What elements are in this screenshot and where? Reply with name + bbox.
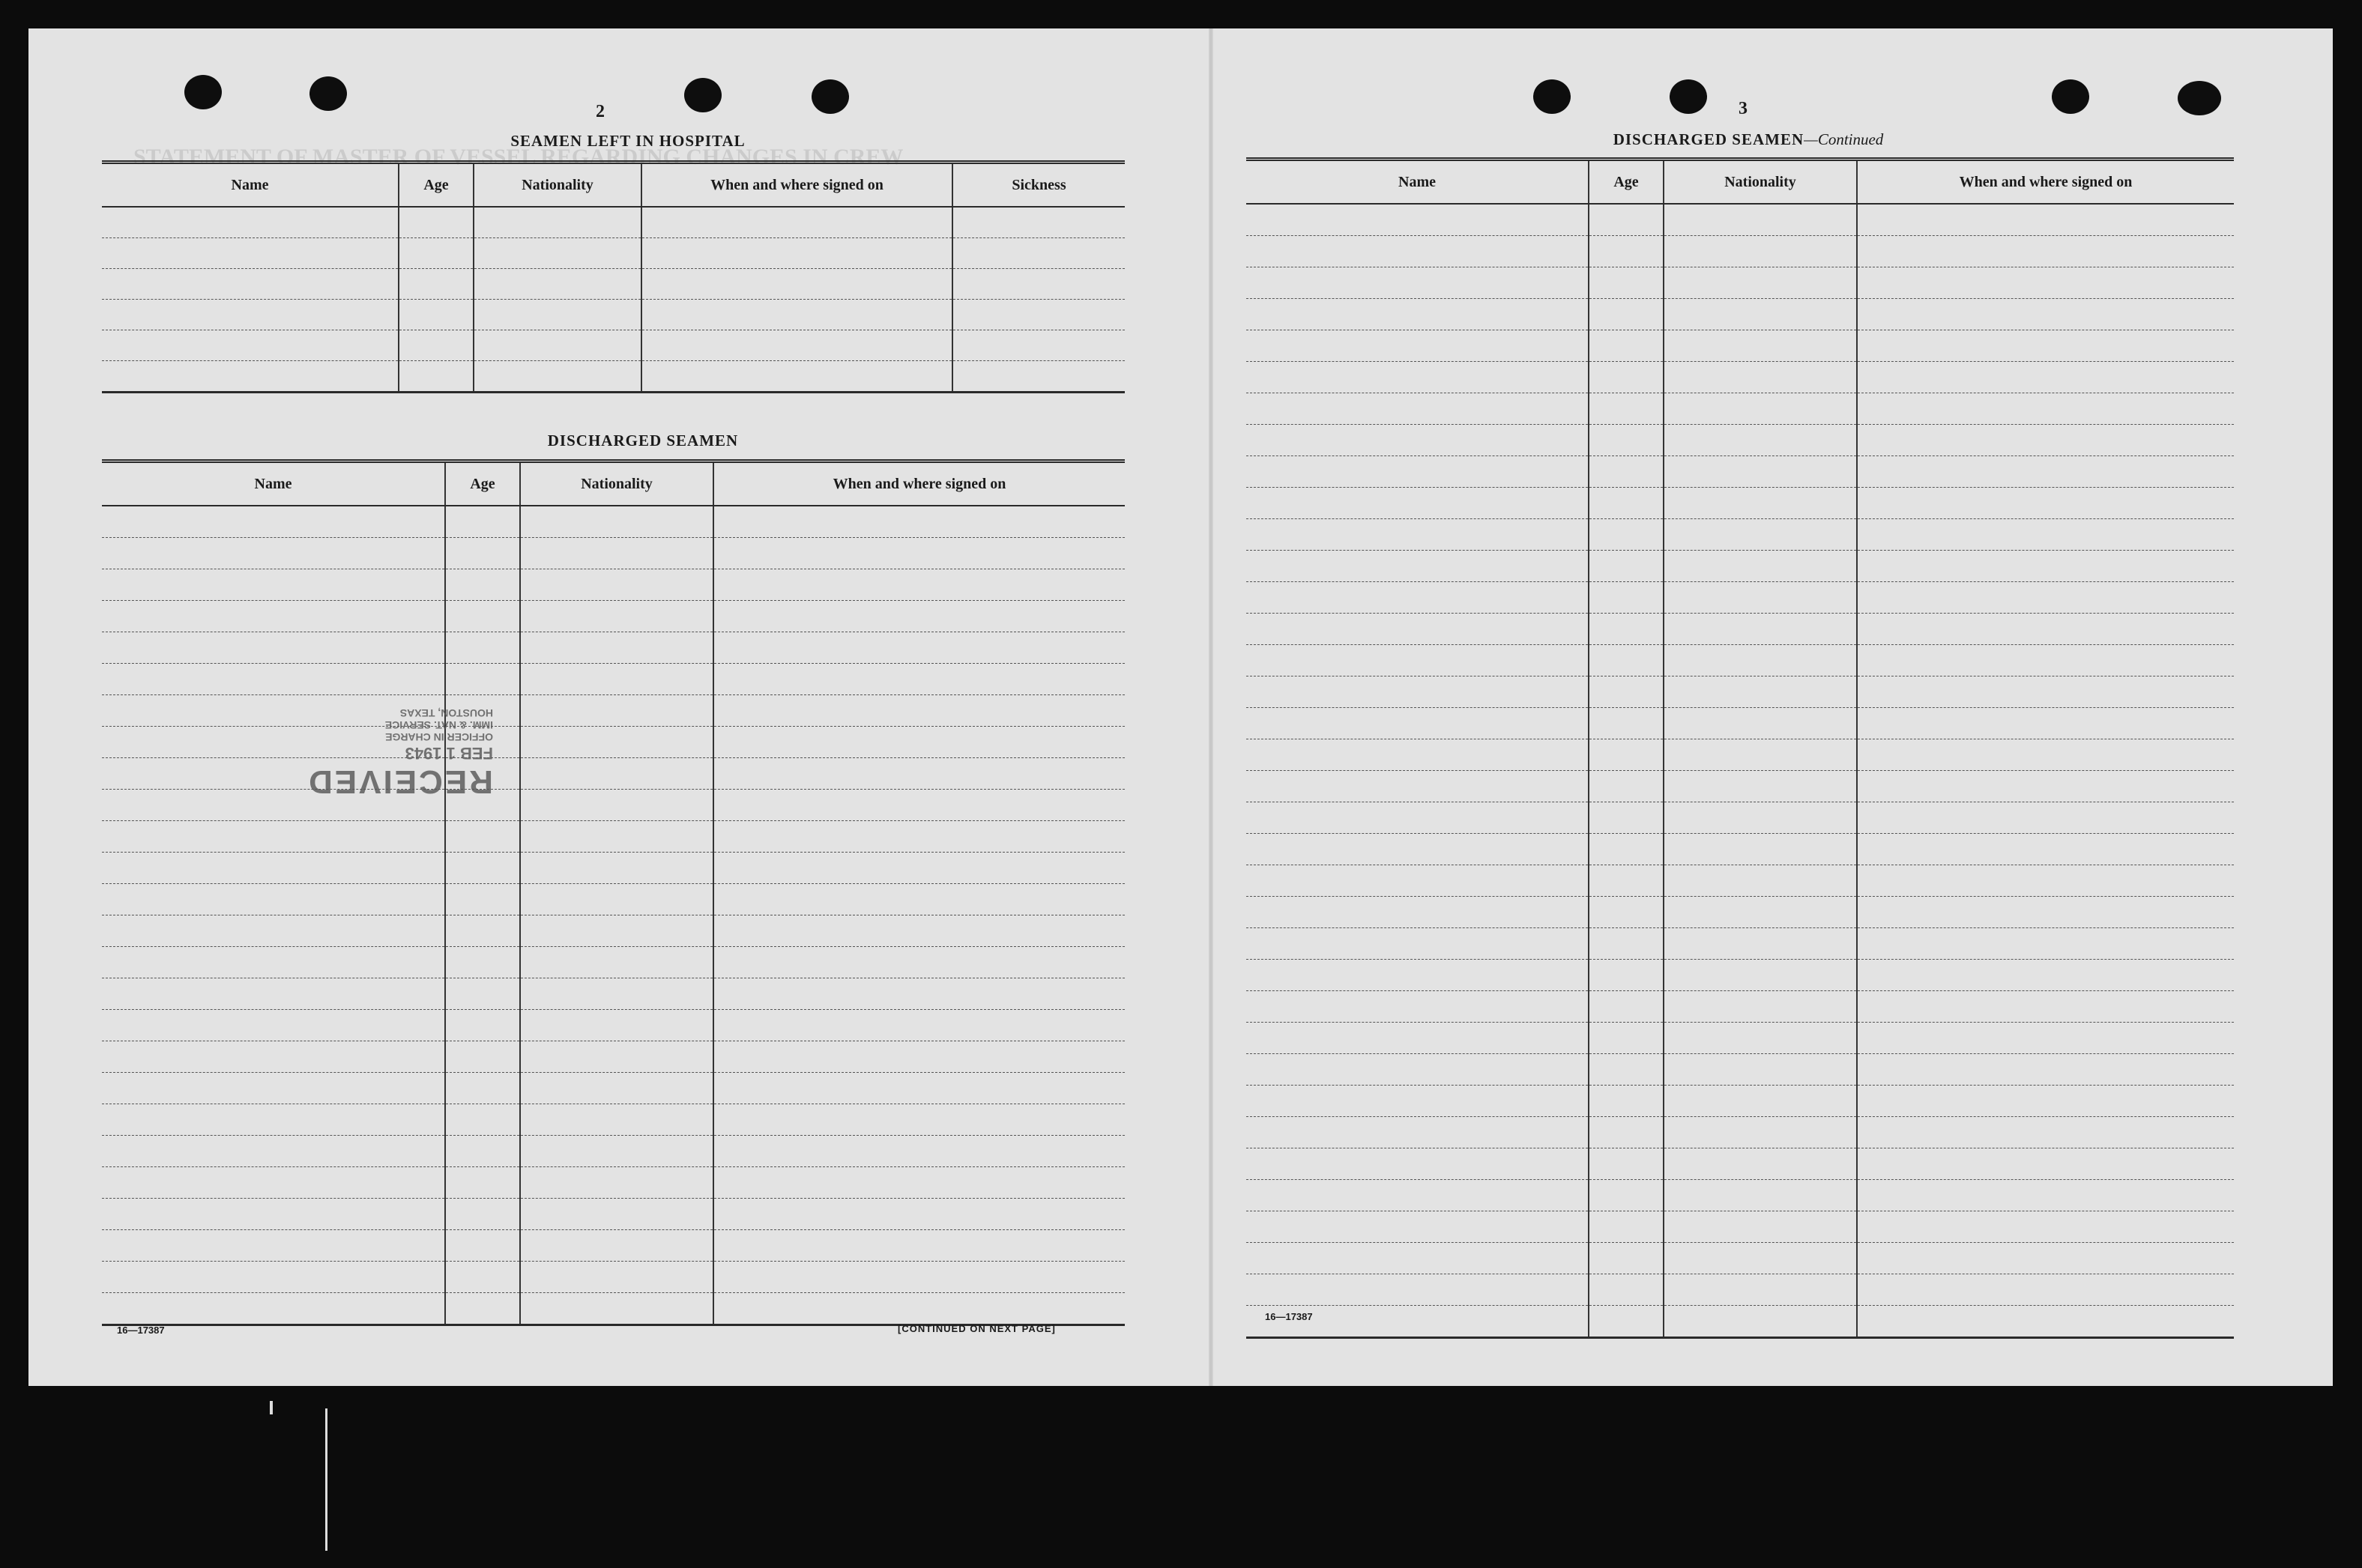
- table-row: [1246, 708, 2234, 739]
- table-row: [102, 569, 1125, 601]
- table-row: [1246, 960, 2234, 991]
- punch-hole: [2178, 81, 2221, 115]
- table-row: [102, 1167, 1125, 1199]
- table-row: [1246, 991, 2234, 1023]
- table-row: [1246, 1243, 2234, 1274]
- table-row: [1246, 771, 2234, 802]
- table-row: [102, 361, 1125, 393]
- hospital-section-title: SEAMEN LEFT IN HOSPITAL: [510, 132, 746, 150]
- table-row: [102, 300, 1125, 330]
- table-row: [102, 884, 1125, 915]
- table-row: [1246, 1274, 2234, 1306]
- table-row: [102, 853, 1125, 884]
- punch-hole: [812, 79, 849, 114]
- table-row: [102, 1136, 1125, 1167]
- table-row: [102, 269, 1125, 300]
- table-row: [102, 915, 1125, 947]
- table-row: [1246, 330, 2234, 362]
- table-row: [1246, 1054, 2234, 1086]
- table-row: [1246, 645, 2234, 676]
- table-row: [1246, 393, 2234, 425]
- table-row: [1246, 236, 2234, 267]
- page-number-left: 2: [596, 102, 605, 121]
- column-header-name: Name: [102, 461, 445, 506]
- table-row: [102, 947, 1125, 978]
- table-row: [102, 207, 1125, 238]
- discharged-continued-title: DISCHARGED SEAMEN—Continued: [1613, 130, 1884, 148]
- column-header-name: Name: [1246, 160, 1589, 205]
- punch-hole: [184, 75, 222, 109]
- table-row: [1246, 519, 2234, 551]
- page-fold: [1209, 28, 1213, 1386]
- table-row: [1246, 1023, 2234, 1054]
- table-row: [102, 695, 1125, 727]
- bleed-through: STATEMENT OF MASTER OF VESSEL REGARDING CHANGES IN CREW: [133, 145, 904, 169]
- table-row: [102, 1262, 1125, 1293]
- table-row: [1246, 739, 2234, 771]
- table-row: [102, 1230, 1125, 1262]
- discharged-table: [102, 459, 1125, 1326]
- column-header-name: Name: [102, 163, 399, 208]
- table-row: [1246, 834, 2234, 865]
- table-row: [1246, 1148, 2234, 1180]
- table-row: [1246, 676, 2234, 708]
- table-row: [102, 1199, 1125, 1230]
- table-row: [102, 330, 1125, 361]
- punch-hole: [1533, 79, 1571, 114]
- table-row: [1246, 425, 2234, 456]
- table-row: [1246, 267, 2234, 299]
- table-row: [1246, 582, 2234, 614]
- table-row: [102, 727, 1125, 758]
- form-number-right: 16—17387: [1265, 1311, 1313, 1322]
- table-row: [1246, 1306, 2234, 1338]
- hospital-table: [102, 160, 1125, 393]
- column-header-nationality: Nationality: [1664, 160, 1857, 205]
- table-row: [1246, 1117, 2234, 1148]
- table-row: [1246, 614, 2234, 645]
- column-header-age: Age: [445, 461, 520, 506]
- column-header-age: Age: [1589, 160, 1664, 205]
- table-row: [1246, 1180, 2234, 1211]
- received-stamp: RECEIVED FEB 1 1943 OFFICER IN CHARGE IMM. & NAT. SERVICE HOUSTON, TEXAS: [306, 707, 493, 800]
- table-row: [102, 1041, 1125, 1073]
- column-header-nationality: Nationality: [520, 461, 713, 506]
- table-row: [102, 1104, 1125, 1136]
- discharged-section-title: DISCHARGED SEAMEN: [547, 432, 739, 449]
- table-row: [1246, 362, 2234, 393]
- discharged-continued-table: [1246, 157, 2234, 1339]
- table-row: [1246, 1211, 2234, 1243]
- table-row: [102, 1073, 1125, 1104]
- table-row: [1246, 928, 2234, 960]
- column-header-signed-on: When and where signed on: [641, 163, 952, 208]
- column-header-signed-on: When and where signed on: [713, 461, 1125, 506]
- table-row: [102, 1293, 1125, 1325]
- table-row: [102, 601, 1125, 632]
- column-header-sickness: Sickness: [952, 163, 1125, 208]
- scan-artifact: [325, 1408, 327, 1551]
- table-row: [1246, 488, 2234, 519]
- punch-hole: [1670, 79, 1707, 114]
- table-row: [102, 238, 1125, 269]
- table-row: [102, 790, 1125, 821]
- document-sheet: [28, 28, 2333, 1386]
- table-row: [1246, 1086, 2234, 1117]
- table-row: [102, 821, 1125, 853]
- table-row: [1246, 551, 2234, 582]
- column-header-signed-on: When and where signed on: [1857, 160, 2234, 205]
- table-row: [102, 978, 1125, 1010]
- table-row: [102, 758, 1125, 790]
- table-row: [1246, 865, 2234, 897]
- page-number-right: 3: [1739, 99, 1748, 118]
- form-number-left: 16—17387: [117, 1325, 165, 1336]
- column-header-nationality: Nationality: [474, 163, 641, 208]
- table-row: [1246, 802, 2234, 834]
- column-header-age: Age: [399, 163, 474, 208]
- table-row: [1246, 204, 2234, 236]
- table-row: [102, 1010, 1125, 1041]
- punch-hole: [2052, 79, 2089, 114]
- punch-hole: [309, 76, 347, 111]
- table-row: [1246, 299, 2234, 330]
- continued-note: [CONTINUED ON NEXT PAGE]: [898, 1323, 1056, 1334]
- table-row: [1246, 456, 2234, 488]
- scan-artifact: [270, 1401, 273, 1414]
- punch-hole: [684, 78, 722, 112]
- table-row: [102, 538, 1125, 569]
- table-row: [102, 664, 1125, 695]
- table-row: [102, 632, 1125, 664]
- table-row: [1246, 897, 2234, 928]
- table-row: [102, 506, 1125, 538]
